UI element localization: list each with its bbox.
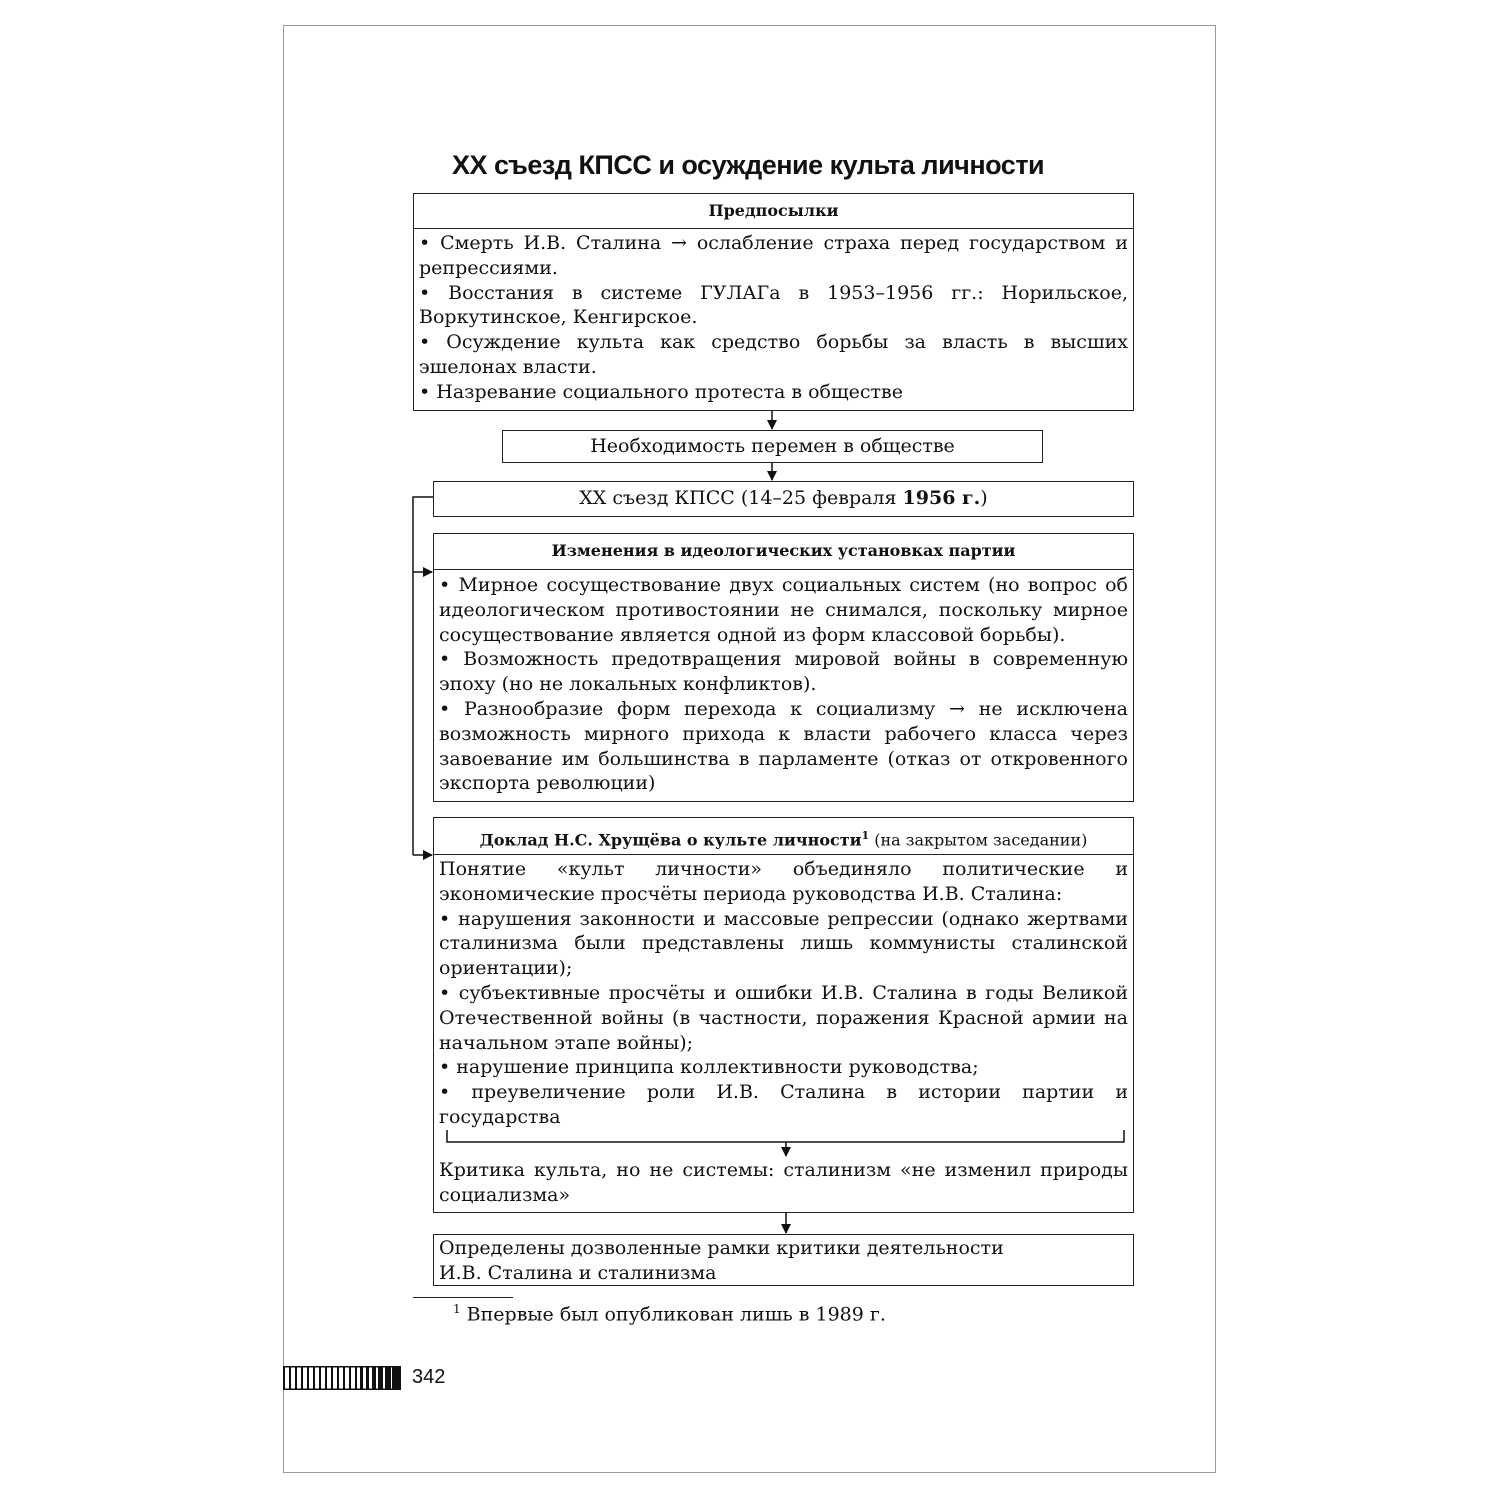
result-box (433, 1234, 1134, 1286)
congress-year: 1956 г. (902, 487, 981, 509)
page-number: 342 (412, 1366, 446, 1388)
list-item: • Осуждение культа как средство борьбы за власть в высших эшелонах власти. (419, 331, 1128, 378)
page-title: XX съезд КПСС и осуждение культа личности (452, 150, 1045, 180)
list-item: • Разнообразие форм перехода к социализму → не исключена возможность мирного прихода к власти рабочего класса через завоевание им большинства в парламенте (отказ от откровенного экспорта революции) (439, 697, 1128, 795)
preconditions-header: Предпосылки (414, 194, 1133, 229)
report-list (434, 855, 1133, 1130)
preconditions-box (413, 193, 1134, 411)
necessity-text: Необходимость перемен в обществе (590, 435, 955, 457)
report-footnote-mark: 1 (861, 829, 870, 842)
page-marker-stripes (283, 1366, 401, 1390)
list-item: • Восстания в системе ГУЛАГа в 1953–1956 гг.: Норильское, Воркутинское, Кенгирское. (419, 281, 1128, 329)
list-item: • преувеличение роли И.В. Сталина в истории партии и государства (439, 1081, 1128, 1128)
preconditions-list (414, 229, 1133, 405)
report-box (433, 817, 1134, 1213)
ideology-box (433, 533, 1134, 802)
ideology-header: Изменения в идеологических установках партии (434, 534, 1133, 570)
footnote-mark: 1 (453, 1302, 461, 1316)
congress-box (433, 481, 1134, 517)
report-header-note: (на закрытом заседании) (869, 830, 1088, 850)
report-header (434, 818, 1133, 855)
list-item: • Смерть И.В. Сталина → ослабление страха перед государством и репрессиями. (419, 232, 1128, 279)
congress-text: XX съезд КПСС (14–25 февраля (579, 487, 903, 509)
report-conclusion: Критика культа, но не системы: сталинизм «не изменил природы социализма» (439, 1159, 1128, 1206)
result-text: Определены дозволенные рамки критики деятельности И.В. Сталина и сталинизма (439, 1237, 1004, 1284)
list-item: • Мирное сосуществование двух социальных систем (но вопрос об идеологическом противостоянии не снимался, поскольку мирное сосуществование является одной из форм классовой борьбы). (439, 574, 1128, 646)
congress-close: ) (980, 487, 988, 509)
report-header-title: Доклад Н.С. Хрущёва о культе личности (479, 830, 862, 850)
list-item: • Возможность предотвращения мировой войны в современную эпоху (но не локальных конфликтов). (439, 648, 1128, 696)
list-item: • нарушение принципа коллективности руководства; (439, 1056, 979, 1079)
footnote (453, 1302, 886, 1325)
list-item: • Назревание социального протеста в обществе (419, 380, 903, 403)
necessity-box (502, 430, 1043, 463)
list-item: • субъективные просчёты и ошибки И.В. Сталина в годы Великой Отечественной войны (в частности, поражения Красной армии на начальном этапе войны); (439, 981, 1128, 1054)
list-item: Понятие «культ личности» объединяло политические и экономические просчёты периода руководства И.В. Сталина: (439, 858, 1128, 905)
list-item: • нарушения законности и массовые репрессии (однако жертвами сталинизма были представлены лишь коммунисты сталинской ориентации); (439, 907, 1128, 980)
footnote-text: Впервые был опубликован лишь в 1989 г. (460, 1303, 886, 1326)
ideology-list (434, 570, 1133, 796)
footnote-divider (413, 1297, 513, 1298)
